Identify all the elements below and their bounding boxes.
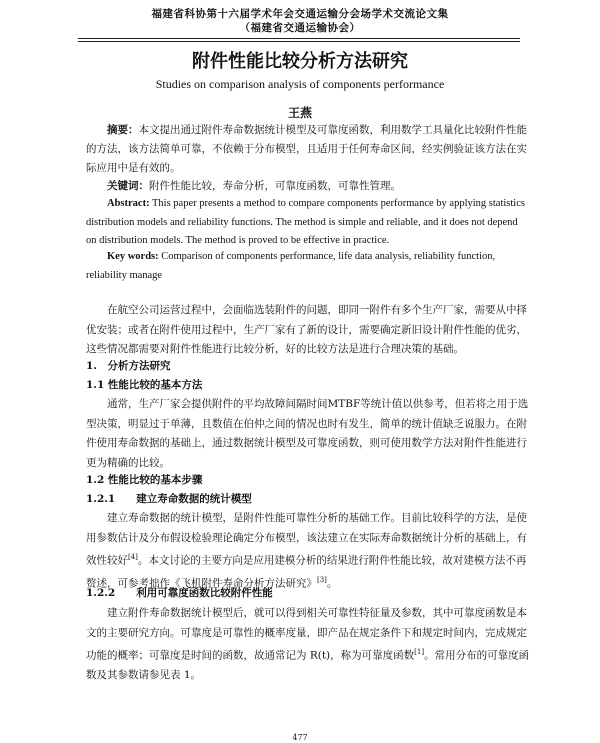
section-1-2-2-heading: 1.2.2 利用可靠度函数比较附件性能 xyxy=(86,587,273,599)
keywords-chinese xyxy=(86,177,530,196)
page-number: 477 xyxy=(292,733,308,742)
p122-text-a: 建立附件寿命数据统计模型后，就可以得到相关可靠性特征量及参数，其中可靠度函数是本文的主要研究方向。可靠度是可靠性的概率度量，即产品在规定条件下和规定时间内，完成规定功能的概率；可靠度是时间的函数，故通常记为 R(t)，称为可靠度函数 xyxy=(86,607,527,662)
abstract-label: 摘要： xyxy=(107,124,139,136)
keywords-label: 关键词： xyxy=(107,180,149,192)
paper-title: 附件性能比较分析方法研究 xyxy=(192,51,408,72)
proceedings-subheader: （福建省交通运输协会） xyxy=(239,22,361,34)
section-1-2-heading: 1.2 性能比较的基本步骤 xyxy=(86,474,203,486)
keywords-english xyxy=(86,248,530,285)
keywords-en-text: Comparison of components performance, life data analysis, reliability function, reliability manage xyxy=(86,251,496,281)
section-1-1-heading: 1.1 性能比较的基本方法 xyxy=(86,379,203,391)
section-1-2-2-paragraph xyxy=(86,604,530,686)
p121-text-b: 。本文讨论的主要方向是应用建模分析的结果进行附件性能比较，故对建模方法不再赘述，可参考拙作《飞机附件寿命分析方法研究》 xyxy=(86,554,527,590)
abstract-english xyxy=(86,195,530,251)
header-rule-bottom xyxy=(78,41,520,42)
author-name: 王燕 xyxy=(287,106,312,120)
p121-text-c: 。 xyxy=(326,577,338,590)
section-1-2-1-paragraph xyxy=(86,509,530,594)
keywords-en-label: Key words: xyxy=(107,251,159,262)
abstract-text: 本文提出通过附件寿命数据统计模型及可靠度函数，利用数学工具量化比较附件性能的方法，该方法简单可靠，不依赖于分布模型，且适用于任何寿命区间，经实例验证该方法在实际应用中是有效的。 xyxy=(86,124,527,174)
section-1-heading: 1. 分析方法研究 xyxy=(86,360,171,372)
proceedings-header: 福建省科协第十六届学术年会交通运输分会场学术交流论文集 xyxy=(151,8,449,20)
abstract-en-text: This paper presents a method to compare components performance by applying statistics distribution models and reliability functions. The method is simple and reliable, and it does not depend on distribution models. The method is proved to be effective in practice. xyxy=(86,198,525,246)
section-1-2-1-heading: 1.2.1 建立寿命数据的统计模型 xyxy=(86,493,252,505)
p121-text-a: 建立寿命数据的统计模型，是附件性能可靠性分析的基础工作。目前比较科学的方法，是使用参数估计及分布假设检验理论确定分布模型，该法建立在实际寿命数据统计分析的基础上，有效性较好 xyxy=(86,512,527,567)
keywords-text: 附件性能比较，寿命分析，可靠度函数，可靠性管理。 xyxy=(149,180,401,192)
citation-4: [4] xyxy=(128,553,138,561)
header-rule-top xyxy=(78,38,520,39)
abstract-chinese xyxy=(86,121,530,178)
abstract-en-label: Abstract: xyxy=(107,198,150,209)
citation-3: [3] xyxy=(317,576,327,584)
intro-paragraph: 在航空公司运营过程中，会面临选装附件的问题，即同一附件有多个生产厂家，需要从中择优安装；或者在附件使用过程中，生产厂家有了新的设计，需要确定新旧设计附件性能的优劣，这些情况都需要对附件性能进行比较分析，好的比较方法是进行合理决策的基础。 xyxy=(86,304,527,355)
section-1-1-paragraph: 通常，生产厂家会提供附件的平均故障间隔时间MTBF等统计值以供参考，但若将之用于选型决策，明显过于单薄，且数值在伯仲之间的情况也时有发生，简单的统计值缺乏说服力。在附件使用寿命数据的基础上，通过数据统计模型及可靠度函数，则可使用数学方法对附件性能进行更为精确的比较。 xyxy=(86,398,529,469)
citation-1: [1] xyxy=(414,648,425,656)
p122-text-b: 。常用分布的可靠度函数及其参数请参见表 1。 xyxy=(86,649,530,681)
english-title: Studies on comparison analysis of components performance xyxy=(155,77,445,91)
